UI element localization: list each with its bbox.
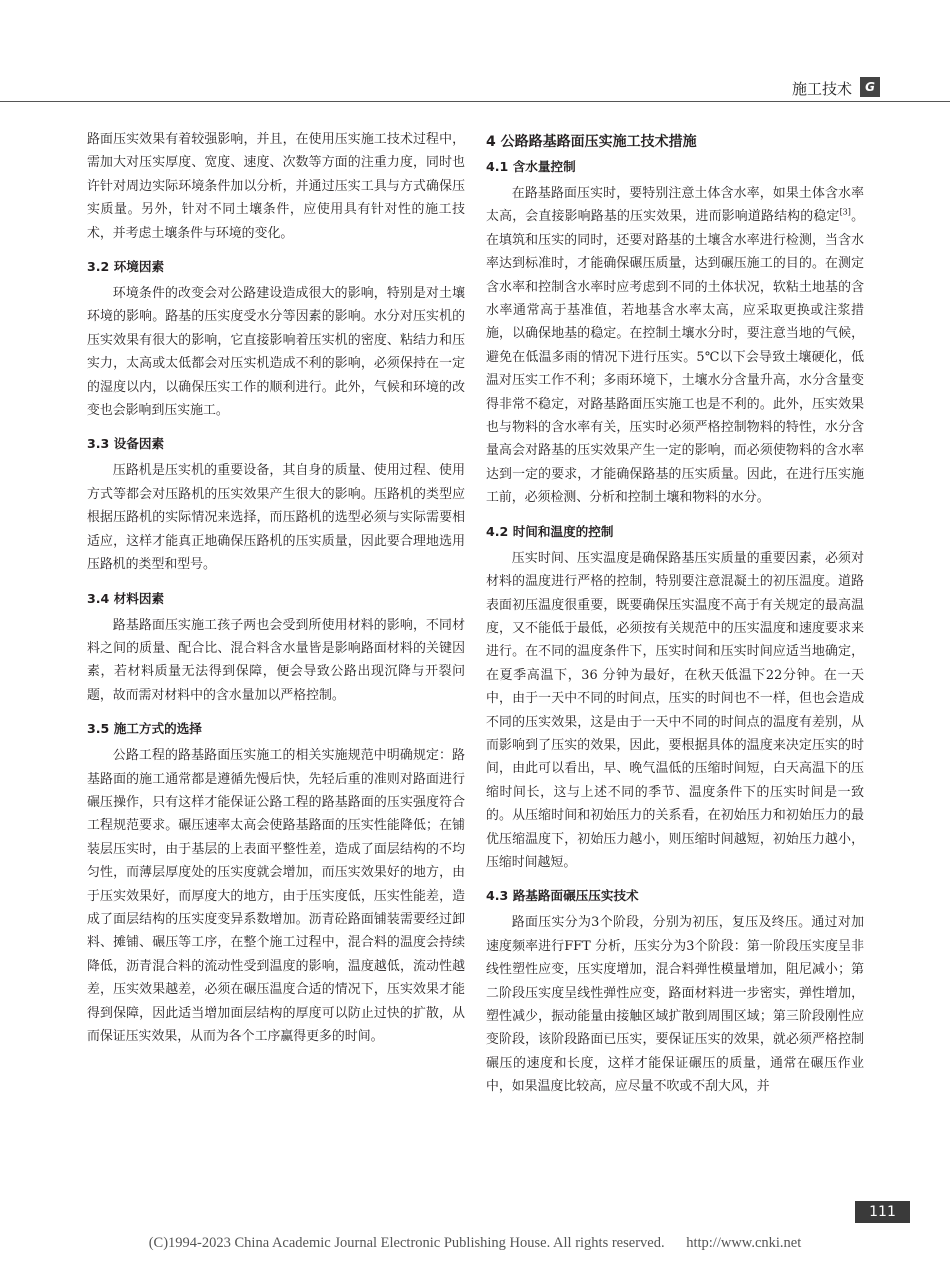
section-3-3-paragraph: 压路机是压实机的重要设备，其自身的质量、使用过程、使用方式等都会对压路机的压实效果产生很大的影响。压路机的类型应根据压路机的实际情况来选择，而压路机的选型必须与实际需要相适应，这样才能真正地确保压路机的压实质量，因此要合理地选用压路机的类型和型号。 bbox=[87, 463, 465, 573]
section-3-2-paragraph: 环境条件的改变会对公路建设造成很大的影响，特别是对土壤环境的影响。路基的压实度受水分等因素的影响。水分对压实机的压实效果有很大的影响，它直接影响着压实机的密度、粘结力和压实力，太高或太低都会对压实机造成不利的影响，必须保持在一定的湿度以内，以确保压实工作的顺利进行。此外，气候和环境的改变也会影响到压实施工。 bbox=[87, 286, 465, 419]
right-column bbox=[486, 128, 864, 1099]
section-4-heading: 4 公路路基路面压实施工技术措施 bbox=[486, 134, 697, 150]
section-3-4-paragraph: 路基路面压实施工孩子两也会受到所使用材料的影响，不同材料之间的质量、配合比、混合料含水量皆是影响路面材料的关键因素，若材料质量无法得到保障，便会导致公路出现沉降与开裂问题，故而需对材料中的含水量加以严格控制。 bbox=[87, 617, 465, 703]
section-3-5-heading: 3.5 施工方式的选择 bbox=[87, 721, 202, 737]
section-3-2-heading: 3.2 环境因素 bbox=[87, 259, 165, 275]
paragraph-continued: 路面压实效果有着较强影响，并且，在使用压实施工技术过程中，需加大对压实厚度、宽度、速度、次数等方面的注重力度，同时也许针对周边实际环境条件加以分析，并通过压实工具与方式确保压实质量。另外，针对不同土壤条件，应使用具有针对性的施工技术，并考虑土壤条件与环境的变化。 bbox=[87, 132, 465, 241]
journal-logo-icon: G bbox=[860, 77, 880, 97]
section-4-3-paragraph: 路面压实分为3个阶段，分别为初压，复压及终压。通过对加速度频率进行FFT 分析，压实分为3个阶段：第一阶段压实度呈非线性塑性应变，压实度增加，混合料弹性模量增加，阻尼减小；第二阶段压实度呈线性弹性应变，路面材料进一步密实，弹性增加，塑性减少，振动能量由接触区域扩散到周围区域；第三阶段刚性应变阶段，该阶段路面已压实，要保证压实的效果，就必须严格控制碾压的速度和长度，这样才能保证碾压的质量，通常在碾压作业中，如果温度比较高，应尽量不吹或不刮大风，并 bbox=[486, 915, 864, 1095]
section-4-2-paragraph: 压实时间、压实温度是确保路基压实质量的重要因素，必须对材料的温度进行严格的控制，特别要注意混凝土的初压温度。道路表面初压温度很重要，既要确保压实温度不高于有关规定的最高温度，又不能低于最低，必须按有关规范中的压实温度和速度要求来进行。在不同的温度条件下，压实时间和压实时间应适当地确定，在夏季高温下，36 分钟为最好，在秋天低温下22分钟。在一天中，由于一天中不同的时间点，压实的时间也不一样，但也会造成不同的压实效果，这是由于一天中不同的时间点的温度有差别，从而影响到了压实的效果，因此，要根据具体的温度来决定压实的时间，由此可以看出，早、晚气温低的压缩时间短，白天高温下的压缩时间长，这与上述不同的季节、温度条件下的压实时间是一致的。从压缩时间和初始压力的关系看，在初始压力和初始压力的最优压缩温度下，初始压力越小，则压缩时间越短，初始压力越小，压缩时间越短。 bbox=[486, 550, 864, 870]
section-4-1-text-b: 。在填筑和压实的同时，还要对路基的土壤含水率进行检测，当含水率达到标准时，才能确保碾压质量，达到碾压施工的目的。在测定含水率和控制含水率时应考虑到不同的土体状况，软粘土地基的含水率通常高于基准值，若地基含水率太高，应采取更换或注浆措施，以确保地基的稳定。在控制土壤水分时，要注意当地的气候，避免在低温多雨的情况下进行压实。5℃以下会导致土壤硬化，低温对压实工作不利；多雨环境下，土壤水分含量升高，水分含量变得非常不稳定，对路基路面压实施工也是不利的。此外，压实效果也与物料的含水率有关，压实时必须严格控制物料的特性，水分含量高会对路基的压实效果产生一定的影响，而必须使物料的含水率达到一定的要求，才能确保路基的压实质量。因此，在进行压实施工前，必须检测、分析和控制土壤和物料的水分。 bbox=[486, 209, 865, 506]
left-column bbox=[87, 128, 465, 1048]
footer-url[interactable]: http://www.cnki.net bbox=[686, 1235, 802, 1251]
section-4-1-heading: 4.1 含水量控制 bbox=[486, 159, 576, 174]
section-4-3-heading: 4.3 路基路面碾压压实技术 bbox=[486, 888, 639, 904]
citation-ref: [3] bbox=[839, 208, 851, 218]
footer bbox=[0, 1235, 950, 1252]
section-4-2-heading: 4.2 时间和温度的控制 bbox=[486, 523, 614, 539]
section-4-1-paragraph bbox=[486, 182, 864, 510]
footer-copyright: (C)1994-2023 China Academic Journal Electronic Publishing House. All rights reserved. bbox=[148, 1235, 665, 1251]
running-head: 施工技术 bbox=[791, 80, 852, 98]
section-3-3-heading: 3.3 设备因素 bbox=[87, 436, 165, 452]
section-3-5-paragraph: 公路工程的路基路面压实施工的相关实施规范中明确规定：路基路面的施工通常都是遵循先慢后快，先轻后重的准则对路面进行碾压操作，只有这样才能保证公路工程的路基路面的压实强度符合工程规范要求。碾压速率太高会使路基路面的压实性能降低；在铺装层压实时，由于基层的上表面平整性差，造成了面层结构的不均匀性，而薄层厚度处的压实度就会增加，而压实效果好的地方，由于压实效果好，而厚度大的地方，由于压实度低，压实性能差，造成了面层结构的压实度变异系数增加。沥青砼路面铺装需要经过卸料、摊铺、碾压等工序，在整个施工过程中，混合料的温度会持续降低，沥青混合料的流动性受到温度的影响，温度越低，流动性越差，压实效果越差，必须在碾压温度合适的情况下，压实效果才能得到保障，因此适当增加面层结构的厚度可以防止过快的扩散，从而保证压实效果，从而为各个工序赢得更多的时间。 bbox=[87, 748, 465, 1044]
section-4-1-text-a: 在路基路面压实时，要特别注意土体含水率，如果土体含水率太高，会直接影响路基的压实效果，进而影响道路结构的稳定 bbox=[486, 186, 864, 225]
page-number: 111 bbox=[869, 1204, 896, 1220]
section-3-4-heading: 3.4 材料因素 bbox=[87, 590, 165, 606]
header-rule bbox=[0, 101, 950, 102]
